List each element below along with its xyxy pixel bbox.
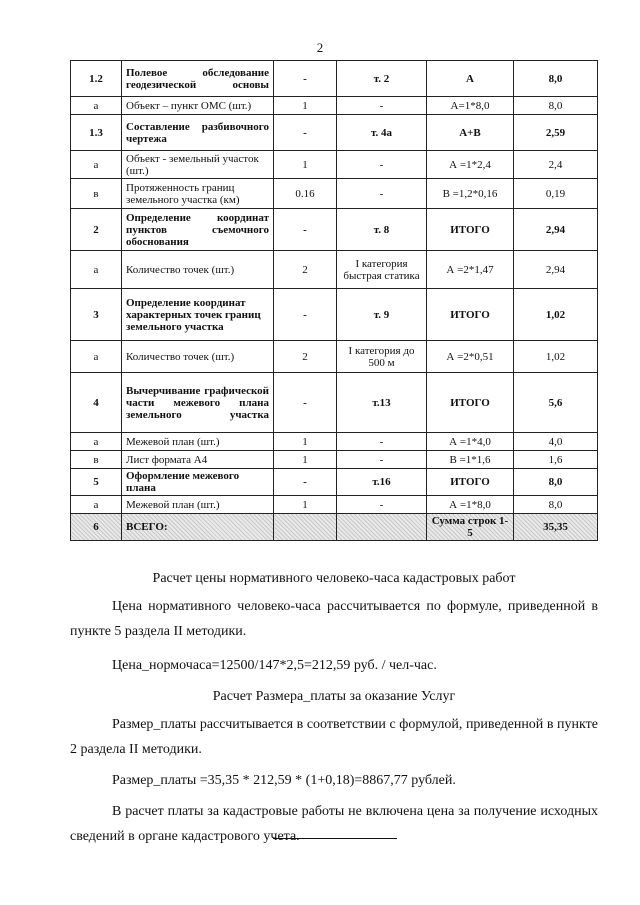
row-formula: А [427, 61, 514, 97]
row-formula: А =2*0,51 [427, 341, 514, 373]
row-quantity: - [274, 289, 337, 341]
row-description: Объект – пункт ОМС (шт.) [122, 97, 274, 115]
row-quantity: 1 [274, 451, 337, 469]
row-formula: ИТОГО [427, 373, 514, 433]
paragraph-hour-price-value: Цена_нормочаса=12500/147*2,5=212,59 руб. / чел-час. [112, 658, 437, 673]
row-quantity: - [274, 61, 337, 97]
row-description: Полевое обследование геодезической основы [122, 61, 274, 97]
row-quantity [274, 514, 337, 541]
table-body [71, 61, 598, 541]
row-category: - [337, 97, 427, 115]
row-category: т.13 [337, 373, 427, 433]
table-item-row [71, 251, 598, 289]
row-value: 2,94 [514, 251, 598, 289]
row-formula: А =1*4,0 [427, 433, 514, 451]
row-formula: В =1*1,6 [427, 451, 514, 469]
row-value: 8,0 [514, 97, 598, 115]
heading-fee: Расчет Размера_платы за оказание Услуг [212, 689, 456, 704]
row-formula: Сумма строк 1-5 [427, 514, 514, 541]
row-number: а [71, 251, 122, 289]
row-number: 3 [71, 289, 122, 341]
row-category: - [337, 179, 427, 209]
row-value: 1,02 [514, 341, 598, 373]
row-category: - [337, 433, 427, 451]
row-value: 0,19 [514, 179, 598, 209]
row-description: Протяженность границ земельного участка (км) [122, 179, 274, 209]
row-formula: А =1*2,4 [427, 151, 514, 179]
row-quantity: - [274, 373, 337, 433]
table-item-row [71, 496, 598, 514]
table-item-row [71, 151, 598, 179]
row-number: 5 [71, 469, 122, 496]
row-value: 8,0 [514, 469, 598, 496]
row-number: 1.2 [71, 61, 122, 97]
row-value: 2,94 [514, 209, 598, 251]
row-value: 1,6 [514, 451, 598, 469]
table-section-row [71, 289, 598, 341]
table-section-row [71, 61, 598, 97]
signature-line [273, 838, 397, 839]
table-section-row [71, 373, 598, 433]
row-category: I категория быстрая статика [337, 251, 427, 289]
paragraph-fee-value: Размер_платы =35,35 * 212,59 * (1+0,18)=8867,77 рублей. [112, 773, 456, 788]
row-quantity: 1 [274, 97, 337, 115]
paragraph-hour-price-formula: Цена нормативного человеко-часа рассчитывается по формуле, приведенной в пункте 5 раздела II методики. [70, 599, 598, 639]
row-description: Количество точек (шт.) [122, 341, 274, 373]
row-formula: А =2*1,47 [427, 251, 514, 289]
row-formula: ИТОГО [427, 289, 514, 341]
row-formula: В =1,2*0,16 [427, 179, 514, 209]
row-description: Лист формата А4 [122, 451, 274, 469]
row-number: а [71, 151, 122, 179]
row-number: 1.3 [71, 115, 122, 151]
table-section-row [71, 469, 598, 496]
row-description: Определение координат пунктов съемочного обоснования [122, 209, 274, 251]
row-quantity: 1 [274, 496, 337, 514]
row-value: 2,59 [514, 115, 598, 151]
row-quantity: - [274, 469, 337, 496]
fee-calculation-table [70, 60, 598, 541]
row-category: т. 4а [337, 115, 427, 151]
row-number: а [71, 496, 122, 514]
paragraph-exclusion: В расчет платы за кадастровые работы не включена цена за получение исходных сведений в органе кадастрового учета. [70, 804, 598, 844]
page-number: 2 [316, 40, 324, 55]
row-description: Оформление межевого плана [122, 469, 274, 496]
table-item-row [71, 179, 598, 209]
row-formula: ИТОГО [427, 469, 514, 496]
row-description: ВСЕГО: [122, 514, 274, 541]
row-description: Вычерчивание графической части межевого плана земельного участка [122, 373, 274, 433]
row-value: 1,02 [514, 289, 598, 341]
row-value: 4,0 [514, 433, 598, 451]
row-value: 8,0 [514, 61, 598, 97]
row-formula: ИТОГО [427, 209, 514, 251]
table-total-row [71, 514, 598, 541]
row-number: 6 [71, 514, 122, 541]
calculation-text [70, 566, 598, 849]
row-formula: А =1*8,0 [427, 496, 514, 514]
table-item-row [71, 451, 598, 469]
row-number: в [71, 179, 122, 209]
row-description: Составление разбивочного чертежа [122, 115, 274, 151]
row-category: т. 8 [337, 209, 427, 251]
heading-hour-price: Расчет цены нормативного человеко-часа кадастровых работ [152, 571, 516, 586]
row-category: - [337, 451, 427, 469]
row-category: т. 2 [337, 61, 427, 97]
table-section-row [71, 209, 598, 251]
row-number: 4 [71, 373, 122, 433]
row-formula: А=1*8,0 [427, 97, 514, 115]
row-formula: А+В [427, 115, 514, 151]
row-number: а [71, 341, 122, 373]
row-number: в [71, 451, 122, 469]
row-value: 2,4 [514, 151, 598, 179]
row-category: т.16 [337, 469, 427, 496]
row-description: Межевой план (шт.) [122, 433, 274, 451]
row-description: Определение координат характерных точек границ земельного участка [122, 289, 274, 341]
paragraph-fee-formula: Размер_платы рассчитывается в соответствии с формулой, приведенной в пункте 2 раздела II методики. [70, 717, 598, 757]
row-category: - [337, 151, 427, 179]
row-quantity: 2 [274, 251, 337, 289]
row-category: - [337, 496, 427, 514]
row-quantity: - [274, 115, 337, 151]
row-value: 5,6 [514, 373, 598, 433]
table-item-row [71, 97, 598, 115]
row-quantity: 1 [274, 433, 337, 451]
row-number: а [71, 97, 122, 115]
row-value: 8,0 [514, 496, 598, 514]
row-description: Количество точек (шт.) [122, 251, 274, 289]
row-quantity: - [274, 209, 337, 251]
row-description: Межевой план (шт.) [122, 496, 274, 514]
row-quantity: 1 [274, 151, 337, 179]
row-number: а [71, 433, 122, 451]
table-item-row [71, 433, 598, 451]
row-quantity: 0.16 [274, 179, 337, 209]
row-category [337, 514, 427, 541]
row-description: Объект - земельный участок (шт.) [122, 151, 274, 179]
row-category: I категория до 500 м [337, 341, 427, 373]
table-item-row [71, 341, 598, 373]
row-quantity: 2 [274, 341, 337, 373]
row-value: 35,35 [514, 514, 598, 541]
row-category: т. 9 [337, 289, 427, 341]
row-number: 2 [71, 209, 122, 251]
table-section-row [71, 115, 598, 151]
